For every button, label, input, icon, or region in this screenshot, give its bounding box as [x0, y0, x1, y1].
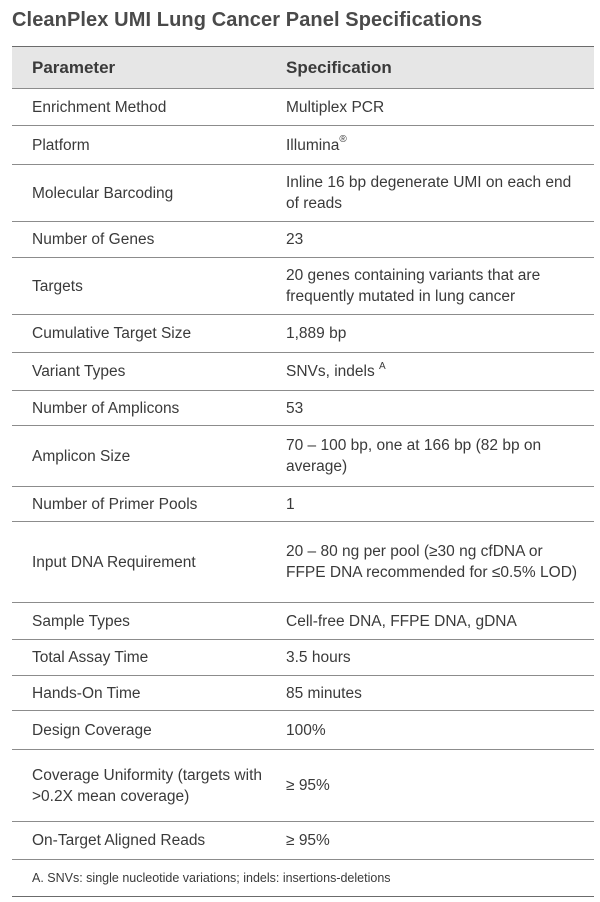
parameter-cell: Enrichment Method [32, 98, 167, 116]
specification-cell: ≥ 95% [286, 832, 330, 849]
table-row [12, 391, 594, 426]
parameter-cell: Variant Types [32, 363, 126, 380]
footnote-marker: A [379, 360, 386, 372]
specification-cell: ≥ 95% [286, 777, 330, 794]
specification-cell: 23 [286, 231, 304, 248]
specification-cell: 70 – 100 bp, one at 166 bp (82 bp on average) [286, 437, 542, 475]
specification-cell: 20 genes containing variants that are frequently mutated in lung cancer [286, 267, 541, 305]
table-row [12, 750, 594, 822]
table-row [12, 165, 594, 222]
table-row [12, 822, 594, 860]
specification-cell: 1 [286, 495, 295, 513]
table-row [12, 353, 594, 391]
parameter-cell: Coverage Uniformity (targets with >0.2X mean coverage) [32, 766, 262, 805]
specification-cell: Inline 16 bp degenerate UMI on each end of reads [286, 174, 572, 212]
specification-cell: Cell-free DNA, FFPE DNA, gDNA [286, 612, 517, 630]
column-header-specification: Specification [286, 58, 392, 77]
parameter-cell: On-Target Aligned Reads [32, 832, 206, 849]
table-row [12, 603, 594, 640]
table-row [12, 222, 594, 258]
specification-cell: 3.5 hours [286, 649, 351, 666]
specification-text: Illumina [286, 136, 340, 154]
specification-text: SNVs, indels [286, 363, 380, 380]
parameter-cell: Number of Amplicons [32, 399, 180, 417]
table-row [12, 315, 594, 353]
table-row [12, 711, 594, 750]
specification-cell: 85 minutes [286, 684, 362, 702]
table-row [12, 89, 594, 126]
parameter-cell: Amplicon Size [32, 447, 131, 465]
table-row [12, 676, 594, 711]
parameter-cell: Cumulative Target Size [32, 325, 192, 342]
table-row [12, 258, 594, 315]
parameter-cell: Design Coverage [32, 721, 152, 739]
parameter-cell: Hands-On Time [32, 684, 141, 702]
footnote-row [12, 860, 594, 896]
column-header-parameter: Parameter [32, 58, 116, 77]
table-row [12, 126, 594, 165]
parameter-cell: Platform [32, 136, 90, 154]
table-row [12, 640, 594, 676]
specification-cell: 100% [286, 721, 326, 739]
parameter-cell: Sample Types [32, 612, 130, 630]
parameter-cell: Targets [32, 277, 83, 295]
specification-cell [284, 135, 594, 156]
spec-table [12, 46, 594, 897]
specification-cell: 20 – 80 ng per pool (≥30 ng cfDNA or FFPE DNA recommended for ≤0.5% LOD) [286, 543, 578, 581]
specification-cell: 1,889 bp [286, 325, 347, 342]
parameter-cell: Number of Genes [32, 231, 155, 248]
specification-cell: Multiplex PCR [286, 98, 385, 116]
table-row [12, 522, 594, 603]
table-row [12, 426, 594, 487]
specification-cell: 53 [286, 399, 304, 417]
parameter-cell: Input DNA Requirement [32, 553, 196, 571]
footnote: A. SNVs: single nucleotide variations; indels: insertions-deletions [32, 871, 391, 885]
parameter-cell: Molecular Barcoding [32, 184, 174, 202]
registered-mark: ® [339, 134, 347, 146]
table-header [12, 47, 594, 89]
page-title: CleanPlex UMI Lung Cancer Panel Specifications [12, 9, 483, 31]
parameter-cell: Total Assay Time [32, 649, 149, 666]
specification-cell [284, 361, 594, 382]
table-row [12, 487, 594, 522]
parameter-cell: Number of Primer Pools [32, 495, 198, 513]
